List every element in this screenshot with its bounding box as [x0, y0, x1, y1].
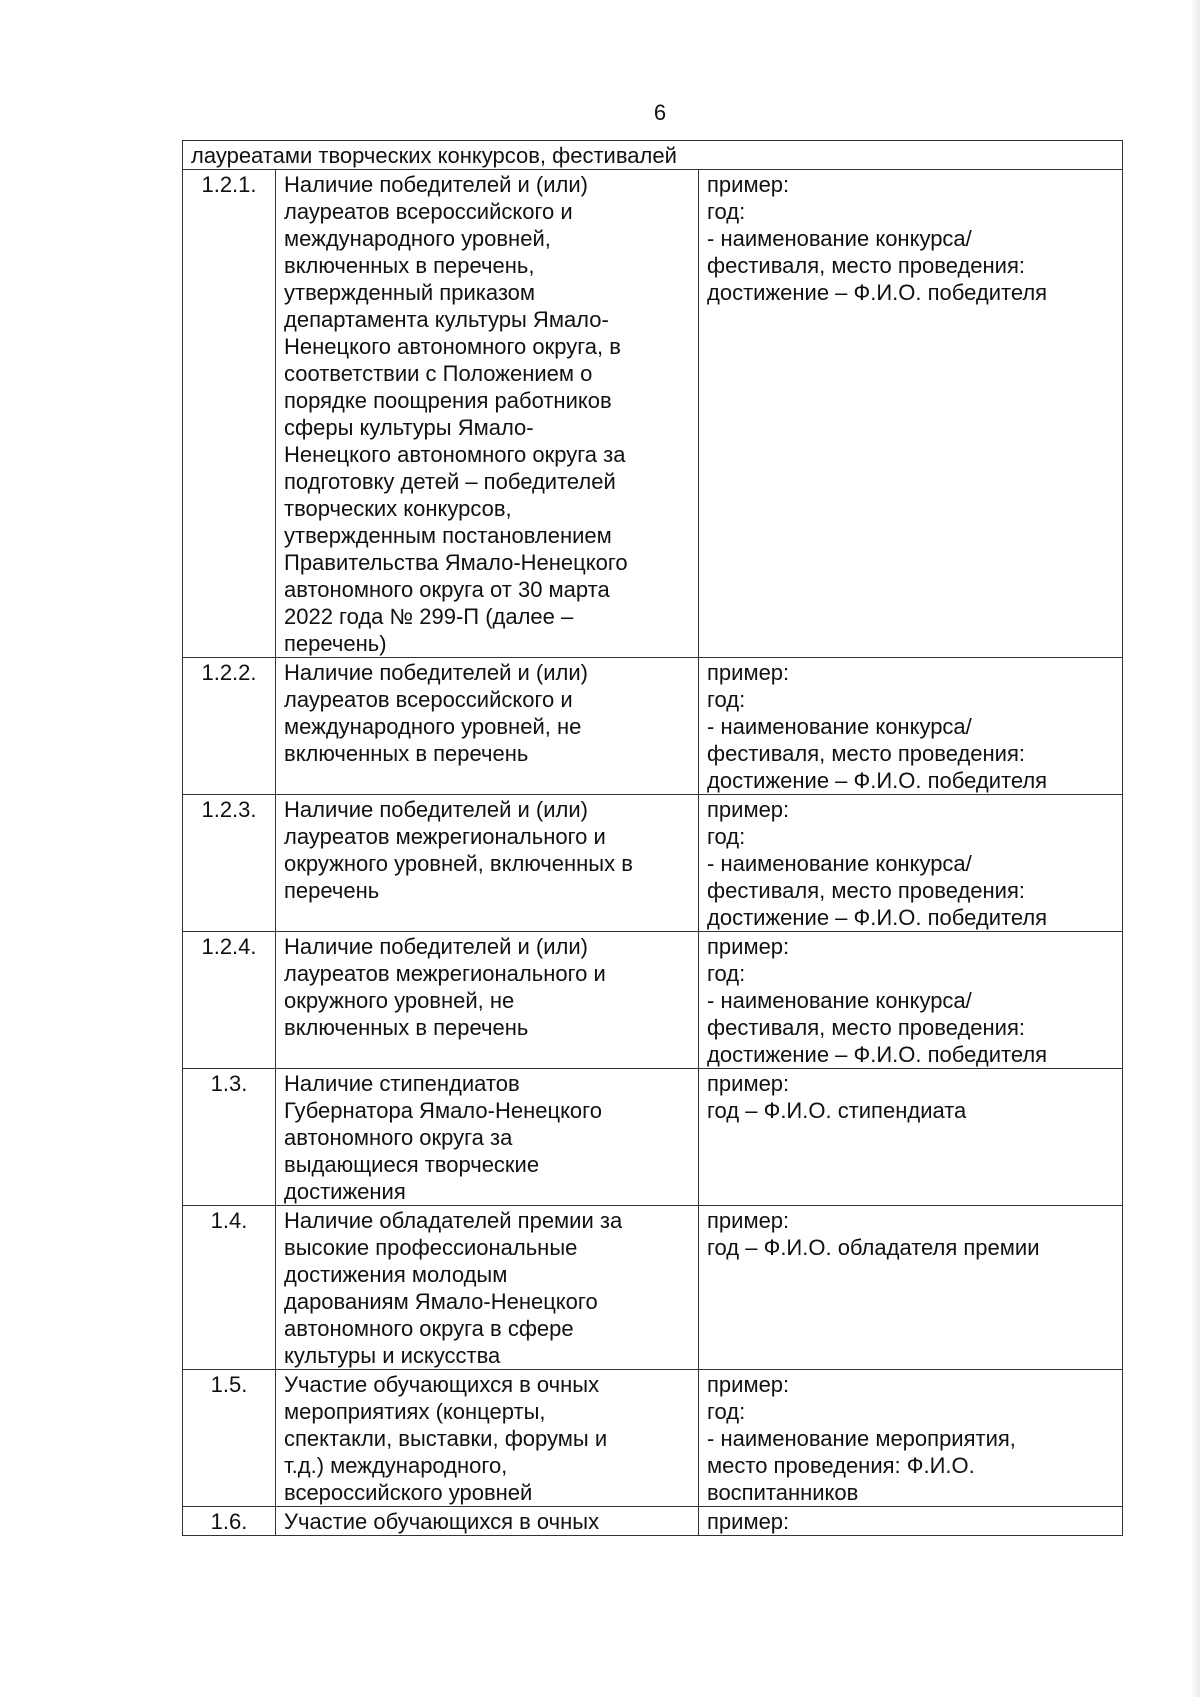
- table-row: [183, 658, 1123, 795]
- criterion-description-cell: [276, 795, 699, 932]
- criterion-description-line: 2022 года № 299-П (далее –: [284, 604, 574, 629]
- item-number-cell: [183, 1370, 276, 1507]
- item-number: 1.6.: [210, 1509, 248, 1534]
- table-row: [183, 1507, 1123, 1536]
- example-cell: [699, 658, 1123, 795]
- criterion-description-line: включенных в перечень,: [284, 253, 535, 278]
- criterion-description-line: окружного уровней, не: [284, 988, 515, 1013]
- criterion-description-line: т.д.) международного,: [284, 1453, 508, 1478]
- criterion-description-line: Наличие победителей и (или): [284, 797, 589, 822]
- example-line: место проведения: Ф.И.О.: [707, 1453, 975, 1478]
- criterion-description-cell: [276, 170, 699, 658]
- item-number: 1.4.: [210, 1208, 248, 1233]
- item-number: 1.2.2.: [201, 660, 257, 685]
- criterion-description-cell: [276, 1370, 699, 1507]
- example-line: пример:: [707, 934, 790, 959]
- example-line: воспитанников: [707, 1480, 859, 1505]
- example-line: год:: [707, 961, 746, 986]
- item-number: 1.2.1.: [201, 172, 257, 197]
- criterion-description-cell: [276, 1507, 699, 1536]
- continuation-text: лауреатами творческих конкурсов, фестивалей: [191, 143, 677, 168]
- item-number-cell: [183, 1507, 276, 1536]
- criterion-description-line: международного уровней, не: [284, 714, 582, 739]
- criterion-description-line: Ненецкого автономного округа, в: [284, 334, 621, 359]
- criteria-table: [182, 140, 1123, 1536]
- example-line: - наименование мероприятия,: [707, 1426, 1016, 1451]
- table-row-continuation: [183, 141, 1123, 170]
- criterion-description-line: включенных в перечень: [284, 741, 529, 766]
- example-line: пример:: [707, 660, 790, 685]
- criterion-description-line: мероприятиях (концерты,: [284, 1399, 546, 1424]
- example-line: - наименование конкурса/: [707, 851, 972, 876]
- criterion-description-line: автономного округа от 30 марта: [284, 577, 610, 602]
- criterion-description-line: Участие обучающихся в очных: [284, 1509, 600, 1534]
- criterion-description-line: всероссийского уровней: [284, 1480, 533, 1505]
- item-number: 1.3.: [210, 1071, 248, 1096]
- item-number: 1.2.4.: [201, 934, 257, 959]
- criterion-description-line: подготовку детей – победителей: [284, 469, 616, 494]
- example-cell: [699, 795, 1123, 932]
- example-line: год – Ф.И.О. обладателя премии: [707, 1235, 1040, 1260]
- criterion-description-line: лауреатов всероссийского и: [284, 687, 573, 712]
- criterion-description-line: Ненецкого автономного округа за: [284, 442, 626, 467]
- example-line: пример:: [707, 1372, 790, 1397]
- example-line: достижение – Ф.И.О. победителя: [707, 768, 1048, 793]
- criterion-description-line: департамента культуры Ямало-: [284, 307, 609, 332]
- page-number: 6: [653, 100, 667, 125]
- criterion-description-line: Губернатора Ямало-Ненецкого: [284, 1098, 602, 1123]
- criterion-description-line: достижения: [284, 1179, 406, 1204]
- example-line: пример:: [707, 1071, 790, 1096]
- criterion-description-line: сферы культуры Ямало-: [284, 415, 534, 440]
- example-line: - наименование конкурса/: [707, 226, 972, 251]
- example-line: достижение – Ф.И.О. победителя: [707, 905, 1048, 930]
- criterion-description-line: Наличие победителей и (или): [284, 660, 589, 685]
- example-line: год:: [707, 687, 746, 712]
- item-number-cell: [183, 170, 276, 658]
- example-line: пример:: [707, 1208, 790, 1233]
- example-line: достижение – Ф.И.О. победителя: [707, 280, 1048, 305]
- criterion-description-line: лауреатов межрегионального и: [284, 824, 606, 849]
- criterion-description-line: утвержденным постановлением: [284, 523, 612, 548]
- criterion-description-line: Наличие победителей и (или): [284, 172, 589, 197]
- criterion-description-line: окружного уровней, включенных в: [284, 851, 633, 876]
- example-cell: [699, 1507, 1123, 1536]
- table-row: [183, 795, 1123, 932]
- example-cell: [699, 1069, 1123, 1206]
- criterion-description-line: перечень: [284, 878, 380, 903]
- table-row: [183, 1370, 1123, 1507]
- example-line: год:: [707, 1399, 746, 1424]
- criterion-description-line: перечень): [284, 631, 387, 656]
- criterion-description-line: автономного округа в сфере: [284, 1316, 574, 1341]
- criteria-table-body: [183, 141, 1123, 1536]
- table-row: [183, 932, 1123, 1069]
- criterion-description-line: Наличие победителей и (или): [284, 934, 589, 959]
- example-line: пример:: [707, 1509, 790, 1534]
- table-row: [183, 170, 1123, 658]
- item-number-cell: [183, 1069, 276, 1206]
- example-cell: [699, 1370, 1123, 1507]
- item-number: 1.2.3.: [201, 797, 257, 822]
- example-line: пример:: [707, 797, 790, 822]
- table-row: [183, 1206, 1123, 1370]
- criterion-description-line: международного уровней,: [284, 226, 551, 251]
- criterion-description-line: включенных в перечень: [284, 1015, 529, 1040]
- criterion-description-cell: [276, 658, 699, 795]
- example-line: фестиваля, место проведения:: [707, 1015, 1026, 1040]
- criterion-description-line: Наличие стипендиатов: [284, 1071, 520, 1096]
- example-cell: [699, 932, 1123, 1069]
- criterion-description-line: порядке поощрения работников: [284, 388, 612, 413]
- criterion-description-line: утвержденный приказом: [284, 280, 536, 305]
- criterion-description-line: Правительства Ямало-Ненецкого: [284, 550, 628, 575]
- item-number-cell: [183, 658, 276, 795]
- criterion-description-cell: [276, 1069, 699, 1206]
- item-number: 1.5.: [210, 1372, 248, 1397]
- example-cell: [699, 170, 1123, 658]
- criterion-description-line: дарованиям Ямало-Ненецкого: [284, 1289, 598, 1314]
- example-line: достижение – Ф.И.О. победителя: [707, 1042, 1048, 1067]
- example-line: - наименование конкурса/: [707, 988, 972, 1013]
- criterion-description-line: Участие обучающихся в очных: [284, 1372, 600, 1397]
- criterion-description-line: соответствии с Положением о: [284, 361, 593, 386]
- example-line: - наименование конкурса/: [707, 714, 972, 739]
- example-line: год:: [707, 824, 746, 849]
- item-number-cell: [183, 932, 276, 1069]
- criterion-description-line: высокие профессиональные: [284, 1235, 578, 1260]
- example-line: год – Ф.И.О. стипендиата: [707, 1098, 967, 1123]
- example-cell: [699, 1206, 1123, 1370]
- item-number-cell: [183, 1206, 276, 1370]
- page-edge-shadow: [1190, 0, 1200, 1697]
- criterion-description-line: спектакли, выставки, форумы и: [284, 1426, 608, 1451]
- criterion-description-line: Наличие обладателей премии за: [284, 1208, 623, 1233]
- item-number-cell: [183, 795, 276, 932]
- criterion-description-line: достижения молодым: [284, 1262, 508, 1287]
- criterion-description-line: лауреатов межрегионального и: [284, 961, 606, 986]
- example-line: фестиваля, место проведения:: [707, 253, 1026, 278]
- criterion-description-line: творческих конкурсов,: [284, 496, 512, 521]
- criterion-description-cell: [276, 932, 699, 1069]
- continuation-cell: [183, 141, 1123, 170]
- example-line: фестиваля, место проведения:: [707, 741, 1026, 766]
- example-line: пример:: [707, 172, 790, 197]
- criterion-description-line: выдающиеся творческие: [284, 1152, 540, 1177]
- criterion-description-line: культуры и искусства: [284, 1343, 501, 1368]
- criterion-description-line: автономного округа за: [284, 1125, 513, 1150]
- criterion-description-line: лауреатов всероссийского и: [284, 199, 573, 224]
- criterion-description-cell: [276, 1206, 699, 1370]
- example-line: фестиваля, место проведения:: [707, 878, 1026, 903]
- table-row: [183, 1069, 1123, 1206]
- example-line: год:: [707, 199, 746, 224]
